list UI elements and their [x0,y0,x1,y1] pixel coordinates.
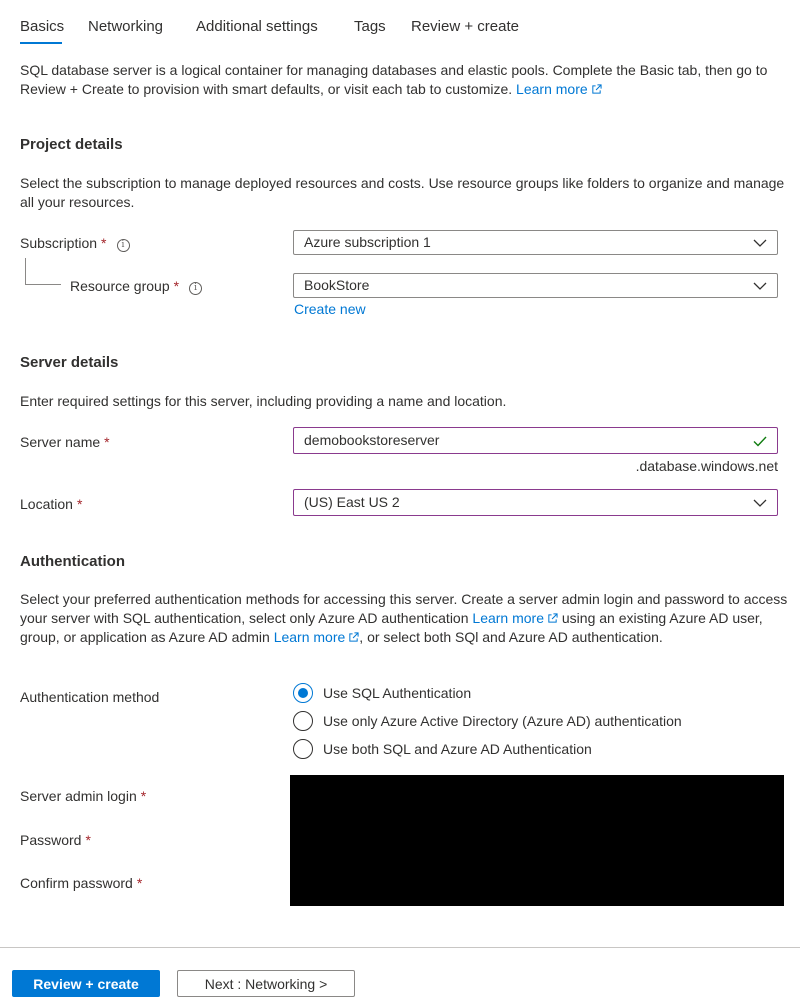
radio-use-both-auth[interactable] [293,739,592,759]
server-admin-login-label: Server admin login * [20,788,147,804]
external-link-icon [591,84,602,95]
location-value: (US) East US 2 [304,494,400,510]
subscription-select[interactable] [293,230,778,255]
authentication-description: Select your preferred authentication methods for accessing this server. Create a server admin login and password to access your server with SQL authentication, select only Azure AD authentication Learn more using an existing Azure AD user, group, or application as Azure AD admin Learn more , or select both SQl and Azure AD authentication. [20,591,788,645]
tab-additional-settings[interactable]: Additional settings [196,18,318,35]
confirm-password-label: Confirm password * [20,875,143,891]
server-details-heading: Server details [20,354,119,371]
chevron-down-icon [753,279,767,293]
authentication-method-label: Authentication method [20,689,160,705]
tab-tags[interactable]: Tags [354,18,386,35]
auth-learn-more-link[interactable]: Learn more [472,610,558,626]
radio-label: Use SQL Authentication [323,685,472,701]
radio-use-sql-auth[interactable] [293,683,471,703]
tree-connector [25,258,26,284]
next-networking-button[interactable]: Next : Networking > [177,970,355,997]
server-name-label: Server name * [20,434,110,450]
tab-networking[interactable]: Networking [88,18,164,35]
footer-divider [0,947,800,948]
chevron-down-icon [753,496,767,510]
info-icon[interactable]: i [189,282,202,295]
subscription-label: Subscription * i [20,235,130,252]
auth-learn-more-link-2[interactable]: Learn more [274,629,360,645]
radio-button[interactable] [293,739,313,759]
required-marker: * [85,832,91,848]
review-create-button[interactable]: Review + create [12,970,160,997]
required-marker: * [136,875,143,891]
info-icon[interactable]: i [117,239,130,252]
tab-basics[interactable]: Basics [20,18,65,35]
required-marker: * [101,235,107,251]
active-tab-indicator [20,42,62,44]
password-label: Password * [20,832,91,848]
intro-description [20,61,790,99]
tree-connector [25,284,61,285]
authentication-heading: Authentication [20,553,125,570]
intro-learn-more-link[interactable]: Learn more [516,81,602,97]
chevron-down-icon [753,236,767,250]
radio-button-selected[interactable] [293,683,313,703]
subscription-value: Azure subscription 1 [304,234,431,250]
resource-group-label: Resource group * i [70,278,202,295]
intro-text: SQL database server is a logical container for managing databases and elastic pools. Complete the Basic tab, then go to Review + Create to provision with smart defaults, or visit each tab to customize. [20,62,768,97]
redacted-credentials-block [290,775,784,906]
server-name-suffix: .database.windows.net [635,458,778,474]
external-link-icon [348,632,359,643]
tab-review-create[interactable]: Review + create [411,18,519,35]
required-marker: * [76,496,83,512]
server-name-input[interactable] [293,427,778,454]
location-label: Location * [20,496,83,512]
project-details-description: Select the subscription to manage deployed resources and costs. Use resource groups like folders to organize and manage all your resources. [20,175,785,210]
external-link-icon [547,613,558,624]
checkmark-icon [753,434,767,448]
project-details-heading: Project details [20,136,123,153]
resource-group-value: BookStore [304,277,370,293]
create-new-link[interactable]: Create new [294,301,366,317]
location-select[interactable] [293,489,778,516]
radio-label: Use both SQL and Azure AD Authentication [323,741,592,757]
radio-button[interactable] [293,711,313,731]
radio-label: Use only Azure Active Directory (Azure AD) authentication [323,713,682,729]
required-marker: * [140,788,147,804]
radio-use-azure-ad-only[interactable] [293,711,682,731]
server-details-description: Enter required settings for this server, including providing a name and location. [20,393,507,409]
required-marker: * [104,434,110,450]
resource-group-select[interactable] [293,273,778,298]
server-name-value: demobookstoreserver [304,432,440,448]
required-marker: * [173,278,180,294]
